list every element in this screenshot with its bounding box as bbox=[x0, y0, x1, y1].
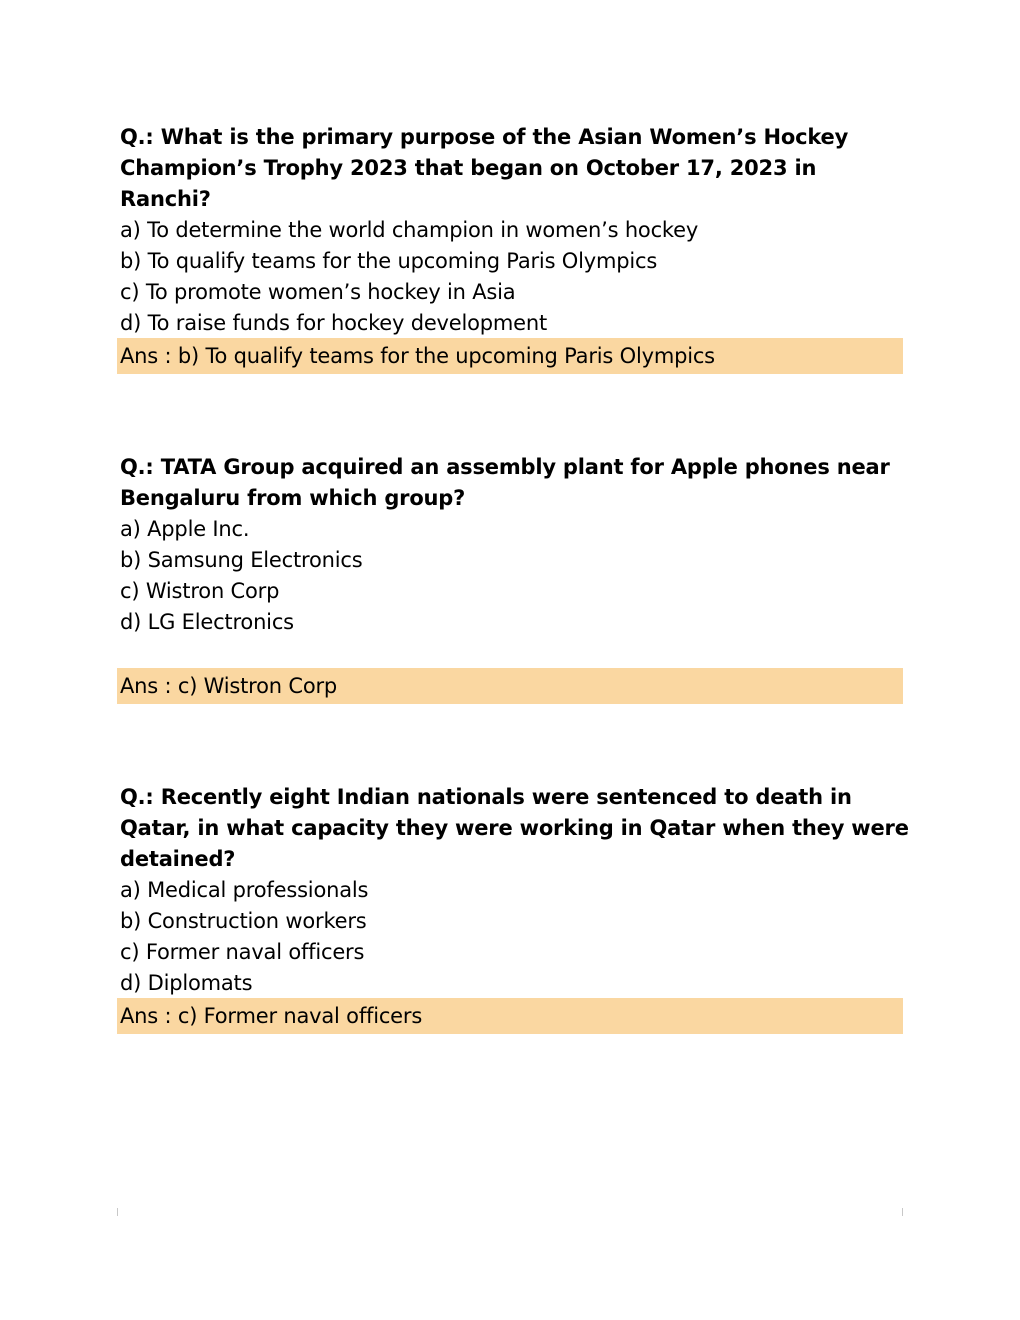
options-list bbox=[120, 875, 910, 999]
option-c: c) To promote women’s hockey in Asia bbox=[120, 280, 516, 304]
option-a: a) Apple Inc. bbox=[120, 517, 250, 541]
question-text: Q.: TATA Group acquired an assembly plant for Apple phones near Bengaluru from which group? bbox=[120, 455, 890, 510]
option-b: b) Construction workers bbox=[120, 909, 367, 933]
option-b: b) Samsung Electronics bbox=[120, 548, 363, 572]
answer-highlight: Ans : b) To qualify teams for the upcoming Paris Olympics bbox=[117, 338, 903, 374]
options-list bbox=[120, 514, 910, 638]
option-d: d) LG Electronics bbox=[120, 610, 294, 634]
options-list bbox=[120, 215, 910, 339]
page-margin-mark-left bbox=[117, 1208, 118, 1216]
option-c: c) Wistron Corp bbox=[120, 579, 280, 603]
option-d: d) To raise funds for hockey development bbox=[120, 311, 548, 335]
option-a: a) To determine the world champion in women’s hockey bbox=[120, 218, 699, 242]
option-d: d) Diplomats bbox=[120, 971, 253, 995]
option-a: a) Medical professionals bbox=[120, 878, 369, 902]
question-text: Q.: Recently eight Indian nationals were sentenced to death in Qatar, in what capacity they were working in Qatar when they were detained? bbox=[120, 785, 909, 871]
question-text: Q.: What is the primary purpose of the Asian Women’s Hockey Champion’s Trophy 2023 that began on October 17, 2023 in Ranchi? bbox=[120, 125, 849, 211]
page-margin-mark-right bbox=[902, 1208, 903, 1216]
option-b: b) To qualify teams for the upcoming Paris Olympics bbox=[120, 249, 658, 273]
question-block-2 bbox=[120, 452, 910, 638]
question-block-3 bbox=[120, 782, 910, 999]
option-c: c) Former naval officers bbox=[120, 940, 365, 964]
answer-highlight: Ans : c) Wistron Corp bbox=[117, 668, 903, 704]
answer-highlight: Ans : c) Former naval officers bbox=[117, 998, 903, 1034]
question-block-1 bbox=[120, 122, 910, 339]
